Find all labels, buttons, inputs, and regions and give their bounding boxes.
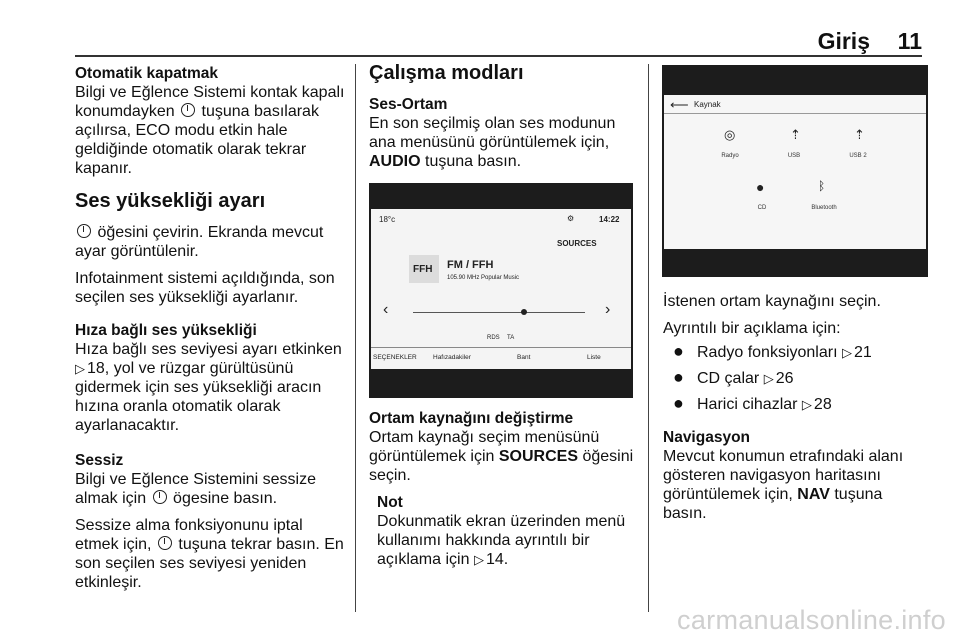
column-2: [369, 64, 635, 179]
tile-bluetooth-label: Bluetooth: [811, 205, 837, 211]
page-ref-arrow-icon: ▷: [763, 371, 774, 386]
audio-key-label: AUDIO: [369, 153, 421, 170]
station-logo-tile: FFH: [409, 255, 439, 283]
tuning-slider-handle[interactable]: [521, 309, 527, 315]
speed-volume-paragraph: Hıza bağlı ses seviyesi ayarı etkinken ▷ 18, yol ve rüzgar gürültüsünü gidermek için ses yüksekliği aracın hızına oranla otomatik olarak ayarlanacaktır.: [75, 341, 342, 434]
list-item: ● Radyo fonksiyonları ▷ 21: [673, 341, 872, 361]
power-knob-icon: [158, 536, 172, 550]
tile-usb-label: USB: [787, 153, 801, 159]
mute-paragraph-2: Sessize alma fonksiyonunu iptal etmek için, tuşuna tekrar basın. En son seçilen ses seviyesi yeniden etkinleşir.: [75, 517, 344, 591]
tuning-slider[interactable]: [413, 312, 585, 313]
source-change-heading: Ortam kaynağını değiştirme: [369, 410, 574, 427]
volume-paragraph-1: öğesini çevirin. Ekranda mevcut ayar görüntülenir.: [75, 224, 324, 260]
page-ref-link[interactable]: 26: [775, 370, 794, 387]
auto-off-paragraph: Bilgi ve Eğlence Sistemi kontak kapalı konumdayken tuşuna basılarak açılırsa, ECO modu etkin hale geldiğinde otomatik olarak tekrar kapanır.: [75, 84, 345, 177]
station-frequency: 105.90 MHz Popular Music: [447, 275, 520, 281]
ta-label: TA: [507, 335, 515, 341]
detail-paragraph: Ayrıntılı bir açıklama için:: [663, 320, 841, 337]
navigation-paragraph: Mevcut konumun etrafındaki alanı gösteren navigasyon haritasını görüntülemek için, NAV tuşuna basın.: [663, 448, 904, 522]
options-button[interactable]: SEÇENEKLER: [373, 354, 417, 361]
volume-heading: Ses yüksekliği ayarı: [75, 190, 266, 212]
power-knob-icon: [153, 490, 167, 504]
usb2-icon[interactable]: ⇡: [854, 127, 865, 142]
previous-arrow-icon[interactable]: ‹: [383, 301, 389, 318]
list-item: ● Harici cihazlar ▷ 28: [673, 393, 832, 413]
title-rule: [664, 113, 926, 114]
tile-cd-label: CD: [757, 205, 767, 211]
modes-heading: Çalışma modları: [369, 62, 524, 84]
station-name: FM / FFH: [447, 259, 494, 271]
usb-icon[interactable]: ⇡: [790, 127, 801, 142]
source-change-paragraph: Ortam kaynağı seçim menüsünü görüntülemek için SOURCES öğesini seçin.: [369, 429, 634, 484]
audio-heading: Ses-Ortam: [369, 96, 448, 113]
radio-icon[interactable]: ◎: [724, 127, 736, 142]
page-header-title: Giriş: [817, 28, 870, 54]
speed-volume-heading: Hıza bağlı ses yüksekliği: [75, 322, 257, 339]
page-ref-arrow-icon: ▷: [473, 552, 484, 567]
bottom-bar-rule: [371, 347, 631, 348]
next-arrow-icon[interactable]: ›: [605, 301, 611, 318]
volume-paragraph-2: Infotainment sistemi açıldığında, son seçilen ses yüksekliği ayarlanır.: [75, 270, 335, 306]
power-knob-icon: [77, 224, 91, 238]
tile-usb2-label: USB 2: [849, 153, 867, 159]
audio-screen-display: [371, 209, 631, 369]
power-knob-icon: [181, 103, 195, 117]
source-screen-display: [664, 95, 926, 249]
reference-list: [663, 342, 929, 414]
page-ref-link[interactable]: 21: [853, 344, 872, 361]
rds-label: RDS: [487, 335, 500, 341]
back-arrow-icon[interactable]: ⟵: [670, 97, 689, 112]
navigation-heading: Navigasyon: [663, 429, 751, 446]
page-ref-link[interactable]: 28: [813, 396, 832, 413]
clock-readout: 14:22: [599, 215, 620, 224]
watermark: carmanualsonline.info: [677, 605, 946, 635]
page-ref-link[interactable]: 14.: [485, 551, 509, 568]
column-1: [75, 64, 347, 600]
nav-key-label: NAV: [797, 486, 830, 503]
page-number: 11: [897, 28, 922, 54]
list-item: ● CD çalar ▷ 26: [673, 367, 794, 387]
sources-key-label: SOURCES: [498, 448, 578, 465]
page-ref-arrow-icon: ▷: [841, 345, 852, 360]
cd-icon[interactable]: ●: [756, 179, 765, 195]
audio-paragraph: En son seçilmiş olan ses modunun ana menüsünü görüntülemek için, AUDIO tuşuna basın.: [369, 115, 616, 170]
page-ref-arrow-icon: ▷: [801, 397, 812, 412]
header-rule: [75, 55, 922, 57]
note-box: [369, 493, 635, 569]
column-3: [663, 292, 929, 531]
list-button[interactable]: Liste: [587, 354, 601, 361]
band-button[interactable]: Bant: [517, 354, 531, 361]
source-screen-title: Kaynak: [694, 100, 721, 109]
audio-screen-image: [369, 183, 633, 398]
source-screen-image: [662, 65, 928, 277]
favorites-button[interactable]: Hafızadakiler: [433, 354, 471, 361]
mute-paragraph-1: Bilgi ve Eğlence Sistemini sessize almak için ögesine basın.: [75, 471, 316, 507]
select-source-paragraph: İstenen ortam kaynağını seçin.: [663, 293, 881, 310]
column-divider-1: [355, 64, 356, 612]
temperature-readout: 18°c: [379, 215, 396, 224]
settings-gear-icon[interactable]: ⚙: [567, 214, 575, 223]
sources-button[interactable]: SOURCES: [557, 239, 597, 248]
mute-heading: Sessiz: [75, 452, 124, 469]
bluetooth-icon[interactable]: ᛒ: [818, 179, 826, 193]
tile-radio-label: Radyo: [721, 153, 739, 159]
note-paragraph: Dokunmatik ekran üzerinden menü kullanımı hakkında ayrıntılı bir açıklama için ▷ 14.: [377, 513, 626, 568]
note-heading: Not: [377, 494, 403, 511]
page-ref-arrow-icon: ▷: [75, 361, 85, 376]
column-divider-2: [648, 64, 649, 612]
page-ref-link[interactable]: 18: [87, 360, 105, 377]
auto-off-heading: Otomatik kapatmak: [75, 65, 218, 82]
column-2-lower: [369, 409, 635, 577]
